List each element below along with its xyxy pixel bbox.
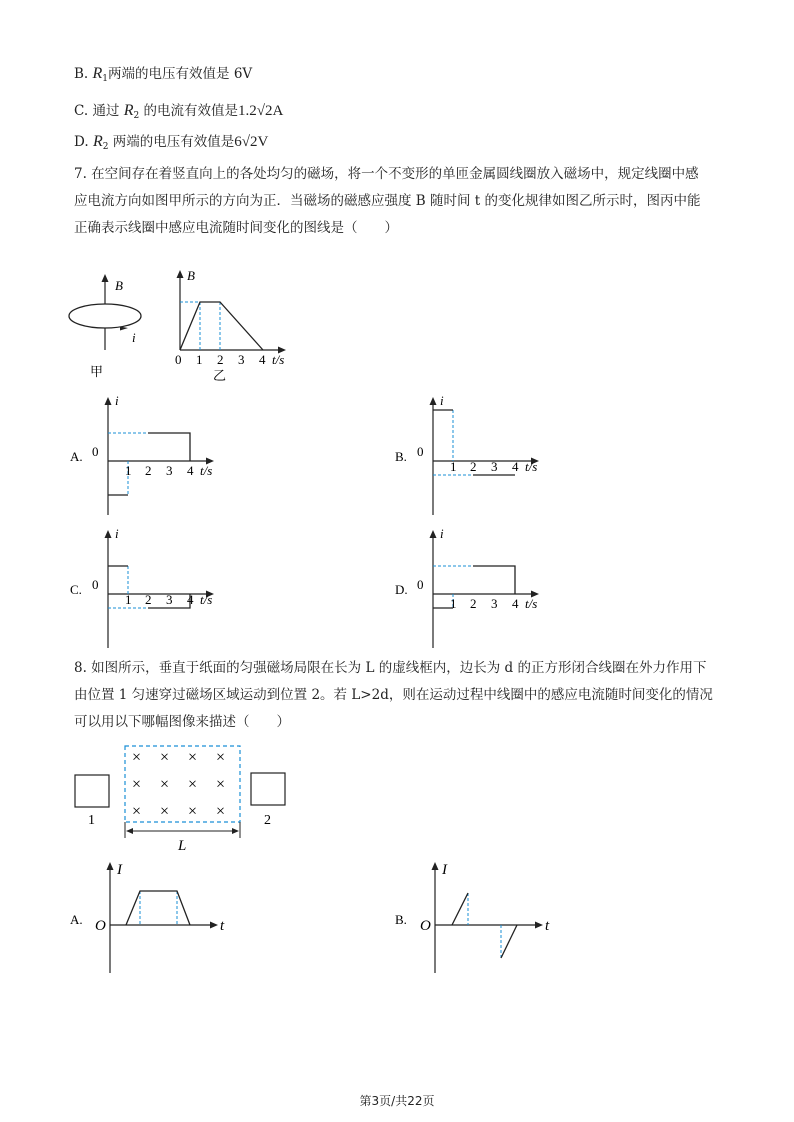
caption-jia: 甲 [90, 364, 104, 379]
symbol-r: R [92, 65, 103, 82]
cross-icon: × [216, 776, 226, 793]
field-crosses [132, 749, 225, 820]
q7-option-b-graph [395, 395, 565, 520]
q8-stem-line1: 8. 如图所示，垂直于纸面的匀强磁场局限在长为 L 的虚线框内，边长为 d 的正方形闭合线圈在外力作用下 [74, 660, 707, 676]
q6-option-b [74, 64, 252, 89]
current-arrow-icon [120, 327, 128, 331]
b-curve [180, 302, 263, 350]
tick-3: 3 [491, 596, 498, 611]
x-axis-arrow-icon [210, 922, 218, 929]
y-label: i [440, 393, 444, 408]
label-b: B [115, 278, 123, 293]
tick-1: 1 [450, 596, 457, 611]
cross-icon: × [216, 749, 226, 766]
tick-1: 1 [450, 459, 457, 474]
option-text: 通过 [92, 103, 120, 119]
option-letter: D. [74, 134, 89, 150]
option-letter: B. [395, 912, 407, 927]
q7-option-d-graph [395, 528, 565, 653]
tick-3: 3 [491, 459, 498, 474]
tick-2: 2 [217, 352, 224, 367]
tick-3: 3 [238, 352, 245, 367]
x-unit: t/s [525, 459, 538, 474]
option-value: 6√2V [234, 134, 269, 150]
cross-icon: × [188, 803, 198, 820]
coil-position-2 [251, 773, 285, 805]
q6-option-d [74, 132, 268, 157]
option-letter: D. [395, 582, 408, 597]
cross-icon: × [132, 776, 142, 793]
zero-label: 0 [417, 577, 424, 592]
q8-stem-line2: 由位置 1 匀速穿过磁场区域运动到位置 2。若 L>2d，则在运动过程中线圈中的感应电流随时间变化的情况 [74, 687, 713, 703]
option-letter: A. [70, 912, 83, 927]
zero-label: 0 [92, 577, 99, 592]
option-text: 两端的电压有效值是 [112, 134, 235, 150]
label-pos2: 2 [264, 813, 271, 828]
option-letter: A. [70, 449, 83, 464]
y-label: i [440, 526, 444, 541]
label-l: L [178, 838, 187, 854]
option-letter: B. [395, 449, 407, 464]
q7-stem-line2: 应电流方向如图甲所示的方向为正．当磁场的磁感应强度 B 随时间 t 的变化规律如图乙所示时，图丙中能 [74, 193, 701, 209]
current-segment [148, 433, 190, 461]
cross-icon: × [160, 803, 170, 820]
symbol-sub: 2 [102, 142, 109, 152]
tick-4: 4 [187, 592, 194, 607]
y-label: B [187, 268, 195, 283]
y-label: i [115, 526, 119, 541]
tick-4: 4 [187, 463, 194, 478]
q8-field-figure [70, 742, 300, 854]
x-label: t [220, 918, 225, 934]
origin-label: O [95, 918, 106, 934]
y-axis-arrow-icon [430, 530, 437, 538]
coil-ellipse [69, 304, 141, 328]
y-axis-arrow-icon [105, 530, 112, 538]
option-text: 两端的电压有效值是 6V [108, 66, 253, 82]
dim-arrow-left-icon [126, 828, 133, 834]
cross-icon: × [216, 803, 226, 820]
option-letter: C. [74, 103, 89, 119]
tick-4: 4 [259, 352, 266, 367]
x-unit: t/s [200, 463, 213, 478]
y-axis-arrow-icon [430, 397, 437, 405]
field-arrow-icon [102, 274, 109, 282]
cross-icon: × [188, 776, 198, 793]
zero-label: 0 [92, 444, 99, 459]
cross-icon: × [160, 776, 170, 793]
y-label: i [115, 393, 119, 408]
q7-option-a-graph [70, 395, 240, 520]
tick-2: 2 [470, 459, 477, 474]
y-axis-arrow-icon [105, 397, 112, 405]
figure-jia-coil [60, 270, 150, 380]
q8-option-b-graph [395, 858, 565, 978]
option-text: 的电流有效值是 [143, 103, 239, 119]
tick-2: 2 [145, 463, 152, 478]
tick-4: 4 [512, 596, 519, 611]
tick-3: 3 [166, 592, 173, 607]
q8-stem-line3: 可以用以下哪幅图像来描述（ ） [74, 714, 290, 730]
x-unit: t/s [525, 596, 538, 611]
x-axis-arrow-icon [535, 922, 543, 929]
coil-position-1 [75, 775, 109, 807]
tick-1: 1 [125, 463, 132, 478]
y-axis-arrow-icon [177, 270, 184, 278]
symbol-r: R [123, 102, 134, 119]
tick-0: 0 [175, 352, 182, 367]
x-unit: t/s [272, 352, 285, 367]
current-curve [126, 891, 190, 925]
zero-label: 0 [417, 444, 424, 459]
current-curve [501, 925, 517, 958]
tick-2: 2 [145, 592, 152, 607]
cross-icon: × [132, 803, 142, 820]
tick-1: 1 [125, 592, 132, 607]
cross-icon: × [132, 749, 142, 766]
x-label: t [545, 918, 550, 934]
tick-4: 4 [512, 459, 519, 474]
dim-arrow-right-icon [232, 828, 239, 834]
figure-yi-graph [170, 266, 300, 384]
label-pos1: 1 [88, 813, 95, 828]
page-footer: 第3页/共22页 [359, 1094, 435, 1108]
q7-stem-line1: 7. 在空间存在着竖直向上的各处均匀的磁场，将一个不变形的单匝金属圆线圈放入磁场中，规定线圈中感 [74, 166, 699, 182]
q8-option-a-graph [70, 858, 240, 978]
y-axis-arrow-icon [107, 862, 114, 870]
symbol-sub: 1 [102, 74, 109, 84]
option-letter: B. [74, 66, 89, 82]
label-i: i [132, 330, 136, 345]
q7-option-c-graph [70, 528, 240, 653]
origin-label: O [420, 918, 431, 934]
tick-3: 3 [166, 463, 173, 478]
cross-icon: × [160, 749, 170, 766]
symbol-sub: 2 [133, 111, 140, 121]
option-value: 1.2√2A [238, 103, 284, 119]
y-label: I [442, 862, 447, 878]
tick-2: 2 [470, 596, 477, 611]
q7-stem-line3: 正确表示线圈中感应电流随时间变化的图线是（ ） [74, 220, 398, 236]
x-unit: t/s [200, 592, 213, 607]
q6-option-c [74, 101, 283, 126]
y-label: I [117, 862, 122, 878]
current-segment [473, 566, 515, 594]
caption-yi: 乙 [213, 368, 227, 383]
current-curve [452, 893, 468, 925]
option-letter: C. [70, 582, 82, 597]
symbol-r: R [92, 133, 103, 150]
y-axis-arrow-icon [432, 862, 439, 870]
tick-1: 1 [196, 352, 203, 367]
cross-icon: × [188, 749, 198, 766]
